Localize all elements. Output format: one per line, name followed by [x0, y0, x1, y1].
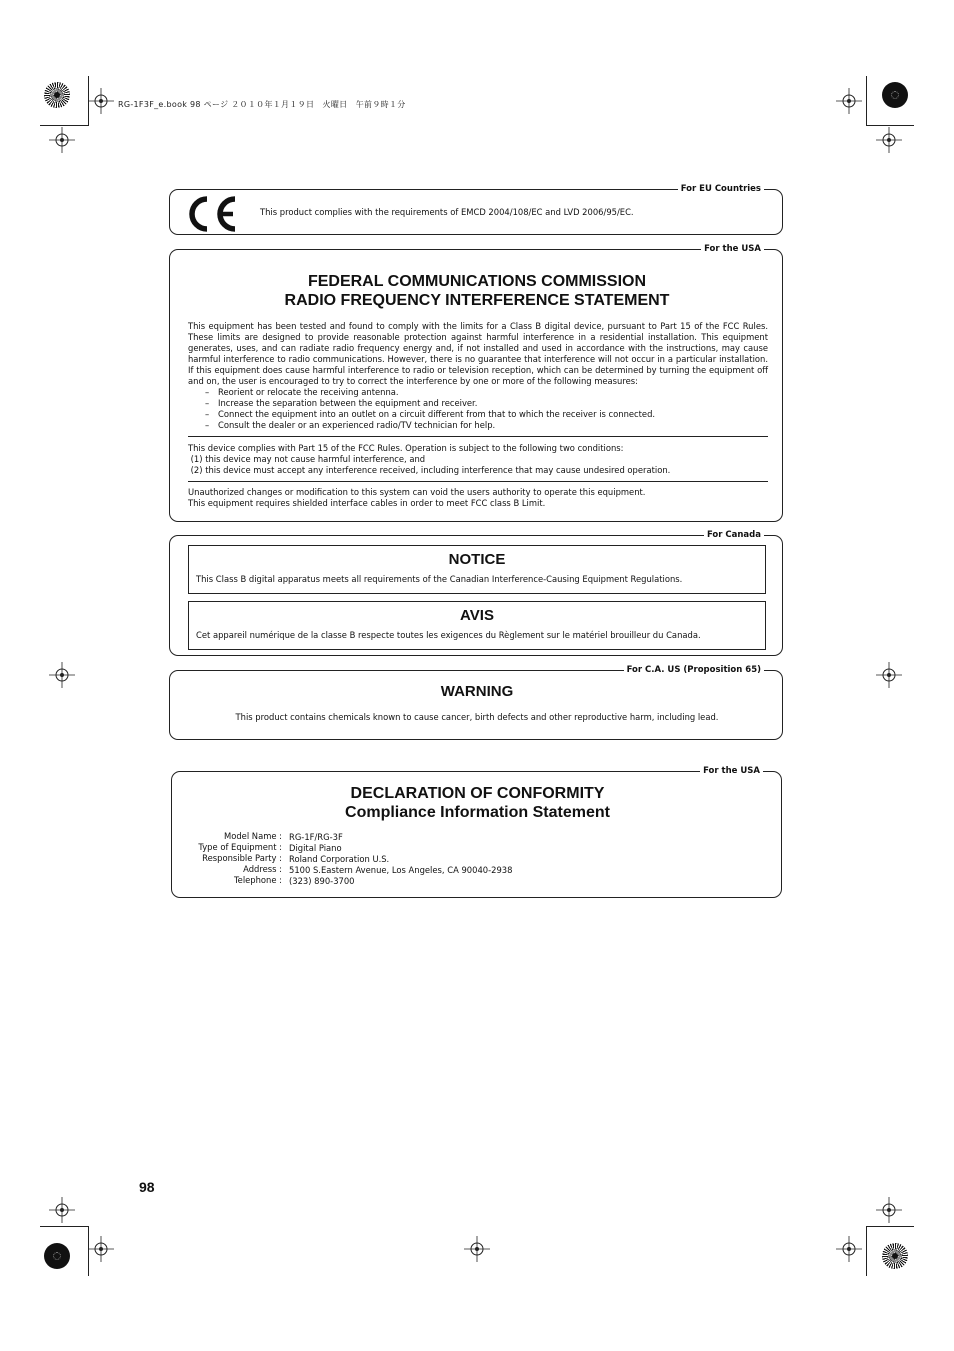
- list-item: – Connect the equipment into an outlet on a circuit different from that to which the receiver is connected.: [205, 409, 785, 420]
- registration-circle-icon: [44, 1243, 70, 1269]
- crop-mark: [40, 125, 88, 126]
- fcc-title: [170, 272, 784, 310]
- avis-text: Cet appareil numérique de la classe B respecte toutes les exigences du Règlement sur le matériel brouilleur du Canada.: [196, 630, 701, 640]
- responsible-party-value: Roland Corporation U.S.: [289, 854, 390, 864]
- prop65-box: [169, 665, 783, 740]
- warning-title: WARNING: [440, 683, 514, 700]
- address-value: 5100 S.Eastern Avenue, Los Angeles, CA 90040-2938: [289, 865, 513, 875]
- crosshair-target-icon: [49, 662, 75, 688]
- list-item: – Reorient or relocate the receiving antenna.: [205, 387, 785, 398]
- notice-text: This Class B digital apparatus meets all requirements of the Canadian Interference-Causing Equipment Regulations.: [196, 574, 683, 584]
- divider: [188, 481, 768, 482]
- responsible-party-label: Responsible Party :: [202, 853, 282, 863]
- crosshair-target-icon: [836, 88, 862, 114]
- crosshair-target-icon: [836, 1236, 862, 1262]
- region-label-canada: For Canada: [704, 530, 764, 540]
- crosshair-target-icon: [876, 127, 902, 153]
- crop-mark: [866, 1226, 914, 1227]
- part15-condition-1: (1) this device may not cause harmful interference, and: [188, 454, 426, 464]
- region-label-prop65: For C.A. US (Proposition 65): [624, 665, 764, 675]
- crop-mark: [866, 125, 914, 126]
- eu-compliance-text: This product complies with the requirements of EMCD 2004/108/EC and LVD 2006/95/EC.: [260, 207, 634, 217]
- type-of-equipment-label: Type of Equipment :: [198, 842, 282, 852]
- registration-starburst-icon: [44, 82, 70, 108]
- crosshair-target-icon: [49, 1197, 75, 1223]
- region-label-usa: For the USA: [700, 766, 763, 776]
- page-number: 98: [139, 1179, 155, 1195]
- declaration-values: [289, 831, 589, 887]
- crop-mark: [40, 1226, 88, 1227]
- avis-title: AVIS: [460, 607, 494, 624]
- shielded-cables-text: This equipment requires shielded interface cables in order to meet FCC class B Limit.: [188, 498, 546, 508]
- eu-compliance-box: [169, 184, 783, 235]
- telephone-value: (323) 890-3700: [289, 876, 355, 886]
- registration-circle-icon: [882, 82, 908, 108]
- fcc-part15: [188, 443, 768, 476]
- unauthorized-changes-text: Unauthorized changes or modification to this system can void the users authority to operate this equipment.: [188, 487, 646, 497]
- part15-condition-2: (2) this device must accept any interference received, including interference that may cause undesired operation.: [188, 465, 671, 475]
- telephone-label: Telephone :: [233, 875, 282, 885]
- region-label-usa: For the USA: [701, 244, 764, 254]
- canada-box: [169, 530, 783, 656]
- declaration-title-line1: DECLARATION OF CONFORMITY: [350, 785, 605, 802]
- crosshair-target-icon: [876, 1197, 902, 1223]
- region-label-eu: For EU Countries: [678, 184, 764, 194]
- list-item: – Increase the separation between the equipment and receiver.: [205, 398, 785, 409]
- divider: [188, 436, 768, 437]
- crop-mark: [866, 1226, 867, 1276]
- part15-intro: This device complies with Part 15 of the FCC Rules. Operation is subject to the following two conditions:: [188, 443, 624, 453]
- avis-box: [188, 601, 766, 650]
- print-header: RG-1F3F_e.book 98 ページ ２０１０年１月１９日 火曜日 午前９時１分: [118, 100, 406, 109]
- warning-text: This product contains chemicals known to cause cancer, birth defects and other reproductive harm, including lead.: [235, 712, 719, 722]
- fcc-title-line1: FEDERAL COMMUNICATIONS COMMISSION: [307, 273, 647, 290]
- registration-starburst-icon: [882, 1243, 908, 1269]
- crosshair-target-icon: [464, 1236, 490, 1262]
- type-of-equipment-value: Digital Piano: [289, 843, 342, 853]
- declaration-box: [171, 766, 782, 898]
- notice-title: NOTICE: [448, 551, 506, 568]
- fcc-paragraph: This equipment has been tested and found to comply with the limits for a Class B digital device, pursuant to Part 15 of the FCC Rules. These limits are designed to provide reasonable protection against harmful interference in a residential installation. This equipment generates, uses, and can radiate radio frequency energy and, if not installed and used in accordance with the instructions, may cause harmful interference to radio communications. However, there is no guarantee that interference will not occur in a particular installation. If this equipment does cause harmful interference to radio or television reception, which can be determined by turning the equipment off and on, the user is encouraged to try to correct the interference by one or more of the following measures:: [188, 321, 768, 386]
- ce-mark-icon: [184, 195, 240, 233]
- declaration-title-line2: Compliance Information Statement: [345, 804, 610, 821]
- crosshair-target-icon: [49, 127, 75, 153]
- notice-box: [188, 545, 766, 594]
- fcc-modifications: [188, 487, 768, 509]
- fcc-measures-list: [188, 387, 785, 431]
- model-name-value: RG-1F/RG-3F: [289, 832, 343, 842]
- address-label: Address :: [243, 864, 282, 874]
- declaration-labels: [182, 831, 282, 887]
- crop-mark: [866, 76, 867, 126]
- list-item: – Consult the dealer or an experienced radio/TV technician for help.: [205, 420, 785, 431]
- fcc-title-line2: RADIO FREQUENCY INTERFERENCE STATEMENT: [284, 292, 670, 309]
- crosshair-target-icon: [876, 662, 902, 688]
- crosshair-target-icon: [88, 88, 114, 114]
- declaration-title: [172, 784, 783, 822]
- crosshair-target-icon: [88, 1236, 114, 1262]
- model-name-label: Model Name :: [224, 831, 282, 841]
- fcc-statement-box: [169, 244, 783, 522]
